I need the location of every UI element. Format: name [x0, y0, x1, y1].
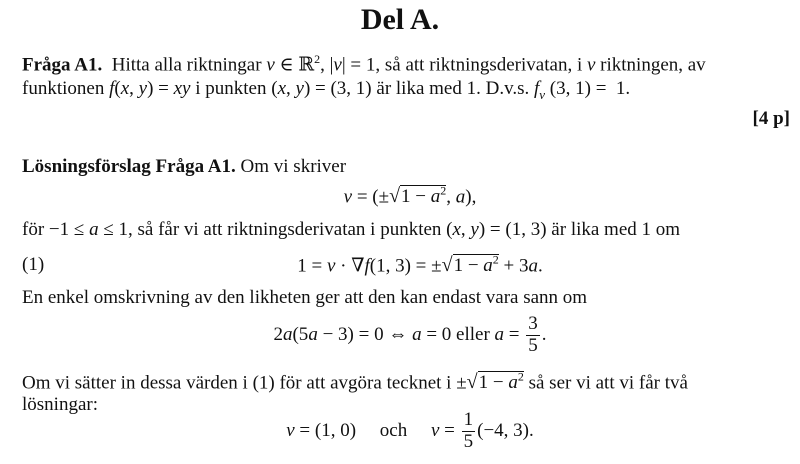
text-line-insert: Om vi sätter in dessa värden i (1) för att avgöra tecknet $i \pm√1 - a^2$ så ser vi att vi får två	[22, 370, 688, 394]
equation-number: (1)	[22, 254, 45, 275]
solution-intro: Om vi skriver	[240, 156, 347, 177]
question-line-2: funktionen f(x, y) = xy i punkten (x, y) = (3, 1) är lika med 1. D.v.s. $f_\nu$ (3, 1) = 1.	[22, 78, 631, 102]
solution-label: Lösningsförslag Fråga A1.	[22, 156, 236, 177]
text-line-solutions: lösningar:	[22, 394, 98, 415]
solution-intro-line	[22, 156, 790, 179]
equation-3: ν = (1, 0) och ν = $\frac{1}{5}$ (−4, 3).	[286, 409, 534, 452]
equation-2: 2a(5a − 3) = 0 ⇔ a = 0 eller a = $\frac{3}{5}$ .	[273, 313, 547, 356]
fraction-one-fifth: $\frac{1}{5}$	[463, 409, 474, 452]
fraction-three-fifths: $\frac{3}{5}$	[528, 313, 538, 356]
section-heading: Del A.	[360, 3, 440, 36]
equation-nu: $\nu = (\pm√1 - a^2$, a),	[343, 184, 477, 208]
question-line-1: Fråga A1. Hitta alla riktningar ν ∈ ℝ$^2$, |ν| = 1, så att riktningsderivatan, i ν riktningen, av	[22, 52, 706, 76]
equation-1: 1 = ν · ∇f(1, $3) = \pm√1 - a^2 + 3a$.	[297, 253, 543, 277]
points-badge: [4 p]	[752, 108, 790, 129]
text-line-for: för −1 ≤ a ≤ 1, så får vi att riktningsderivatan i punkten (x, y) = (1, 3) är lika med 1 om	[22, 219, 681, 240]
question-label: Fråga A1.	[22, 54, 103, 76]
text-line-rewrite: En enkel omskrivning av den likheten ger att den kan endast vara sann om	[22, 287, 588, 308]
